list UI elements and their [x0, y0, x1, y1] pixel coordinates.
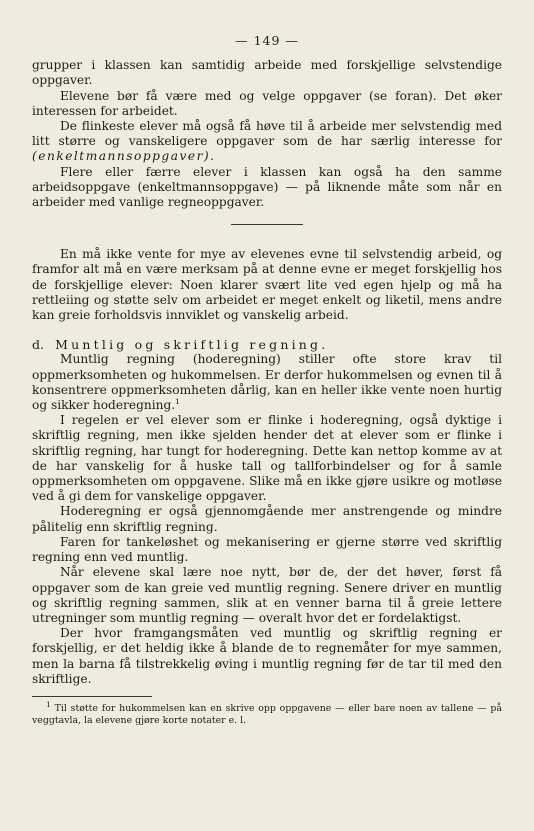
- page-number: — 149 —: [235, 33, 299, 48]
- paragraph-skilled-pupils-text: De flinkeste elever må også få høve til å arbeide mer selvstendig med litt større og vanskeligere oppgaver som de har særlig interesse for: [32, 119, 502, 149]
- footnote-divider: [32, 696, 152, 697]
- paragraph-choose-tasks: [32, 89, 502, 119]
- footnote-number: 1: [46, 699, 51, 709]
- footnote-marker[interactable]: 1: [175, 397, 180, 406]
- section-heading: [32, 337, 502, 352]
- book-page: [32, 33, 502, 727]
- paragraph-groups: [32, 58, 502, 88]
- paragraph-learning-new: [32, 565, 502, 626]
- paragraph-rule-of-thumb: [32, 413, 502, 504]
- paragraph-same-task-text: Flere eller færre elever i klassen kan også ha den samme arbeidsoppgave (enkeltmannsoppgave) — på liknende måte som når en arbeider med vanlige regneoppgaver.: [32, 164, 502, 210]
- paragraph-mechanisation-text: Faren for tankeløshet og mekanisering er gjerne større ved skriftlig regning enn ved muntlig.: [32, 534, 502, 565]
- paragraph-pupil-ability: [32, 247, 502, 323]
- paragraph-rule-of-thumb-text: I regelen er vel elever som er flinke i hoderegning, også dyktige i skriftlig regning, men ikke sjelden hender det at elever som er flinke i skriftlig regning, har tungt for hoderegning. Dette kan nettop komme av at de har vanskelig for å huske tall og tallforbindelser og for å samle oppmerksomheten om oppgavene. Slike må en ikke gjøre usikre og motløse ved å gi dem for vanskelige oppgaver.: [32, 413, 502, 504]
- paragraph-procedure-text: Der hvor framgangsmåten ved muntlig og skriftlig regning er forskjellig, er det heldig ikke å blande de to regnemåter for mye sammen, men la barna få tilstrekkelig øving i muntlig regning før de tar til med den skriftlige.: [32, 626, 502, 686]
- paragraph-mechanisation: [32, 535, 502, 565]
- section-title: Muntlig og skriftlig regning.: [55, 337, 329, 353]
- section-divider: [231, 224, 303, 225]
- paragraph-mental-arithmetic-text: Muntlig regning (hoderegning) stiller ofte store krav til oppmerksomheten og hukommelsen. Er derfor hukommelsen og evnen til å konsentrere oppmerksomheten dårlig, kan en heller ikke vente noen hurtig og sikker hoderegning.: [32, 352, 502, 413]
- paragraph-strenuous: [32, 504, 502, 534]
- paragraph-skilled-pupils: [32, 119, 502, 165]
- footnote: [32, 699, 502, 727]
- footnote-text: Til støtte for hukommelsen kan en skrive opp oppgavene — eller bare noen av tallene — på veggtavla, la elevene gjøre korte notater e. l.: [32, 702, 502, 726]
- spacer: [32, 323, 502, 337]
- term-enkeltmannsoppgaver: (enkeltmannsoppgaver).: [32, 149, 216, 164]
- paragraph-learning-new-text: Når elevene skal lære noe nytt, bør de, der det høver, først få oppgaver som de kan greie ved muntlig regning. Senere driver en muntlig og skriftlig regning sammen, slik at en venner barna til å greie lettere utregninger som muntlig regning — overalt hvor det er fordelaktigst.: [32, 565, 502, 625]
- paragraph-same-task: [32, 165, 502, 211]
- paragraph-strenuous-text: Hoderegning er også gjennomgående mer anstrengende og mindre pålitelig enn skriftlig regning.: [32, 504, 502, 534]
- paragraph-mental-arithmetic: [32, 352, 502, 413]
- paragraph-pupil-ability-text: En må ikke vente for mye av elevenes evne til selvstendig arbeid, og framfor alt må en være merksam på at denne evne er meget forskjellig hos de forskjellige elever: Noen klarer svært lite ved egen hjelp og må ha rettleiing og støtte selv om arbeidet er meget enkelt og liketil, mens andre kan greie forholdsvis innviklet og vanskelig arbeid.: [32, 247, 502, 323]
- paragraph-choose-tasks-text: Elevene bør få være med og velge oppgaver (se foran). Det øker interessen for arbeidet.: [32, 88, 502, 118]
- paragraph-procedure: [32, 626, 502, 687]
- section-letter: d.: [32, 337, 44, 353]
- paragraph-groups-text: grupper i klassen kan samtidig arbeide med forskjellige selvstendige oppgaver.: [32, 58, 502, 88]
